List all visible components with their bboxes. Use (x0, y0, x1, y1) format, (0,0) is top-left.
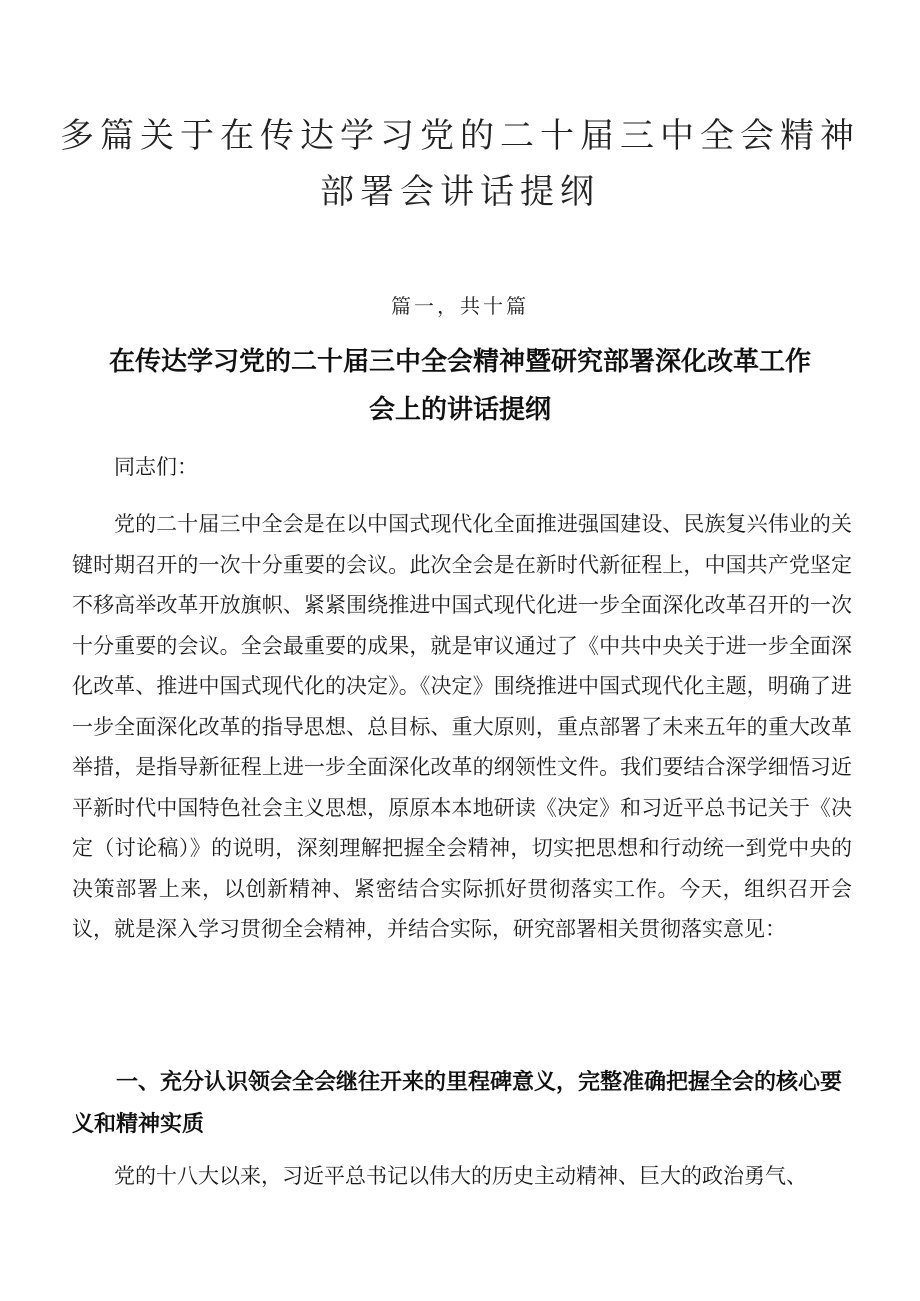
body-paragraph-2: 党的十八大以来，习近平总书记以伟大的历史主动精神、巨大的政治勇气、 (114, 1164, 807, 1188)
document-title: 多篇关于在传达学习党的二十届三中全会精神部署会讲话提纲 (60, 116, 860, 212)
series-label: 篇一，共十篇 (391, 294, 529, 318)
speech-title: 在传达学习党的二十届三中全会精神暨研究部署深化改革工作会上的讲话提纲 (108, 347, 811, 425)
body-paragraph-1: 党的二十届三中全会是在以中国式现代化全面推进强国建设、民族复兴伟业的关键时期召开的一次十分重要的会议。此次全会是在新时代新征程上，中国共产党坚定不移高举改革开放旗帜、紧紧围绕推进中国式现代化进一步全面深化改革召开的一次十分重要的会议。全会最重要的成果，就是审议通过了《中共中央关于进一步全面深化改革、推进中国式现代化的决定》。《决定》围绕推进中国式现代化主题，明确了进一步全面深化改革的指导思想、总目标、重大原则，重点部署了未来五年的重大改革举措，是指导新征程上进一步全面深化改革的纲领性文件。我们要结合深学细悟习近平新时代中国特色社会主义思想，原原本本地研读《决定》和习近平总书记关于《决定（讨论稿）》的说明，深刻理解把握全会精神，切实把思想和行动统一到党中央的决策部署上来，以创新精神、紧密结合实际抓好贯彻落实工作。今天，组织召开会议，就是深入学习贯彻全会精神，并结合实际，研究部署相关贯彻落实意见： (72, 512, 852, 941)
section-heading-1: 一、充分认识领会全会继往开来的里程碑意义，完整准确把握全会的核心要义和精神实质 (72, 1070, 843, 1137)
salutation: 同志们： (114, 455, 198, 479)
